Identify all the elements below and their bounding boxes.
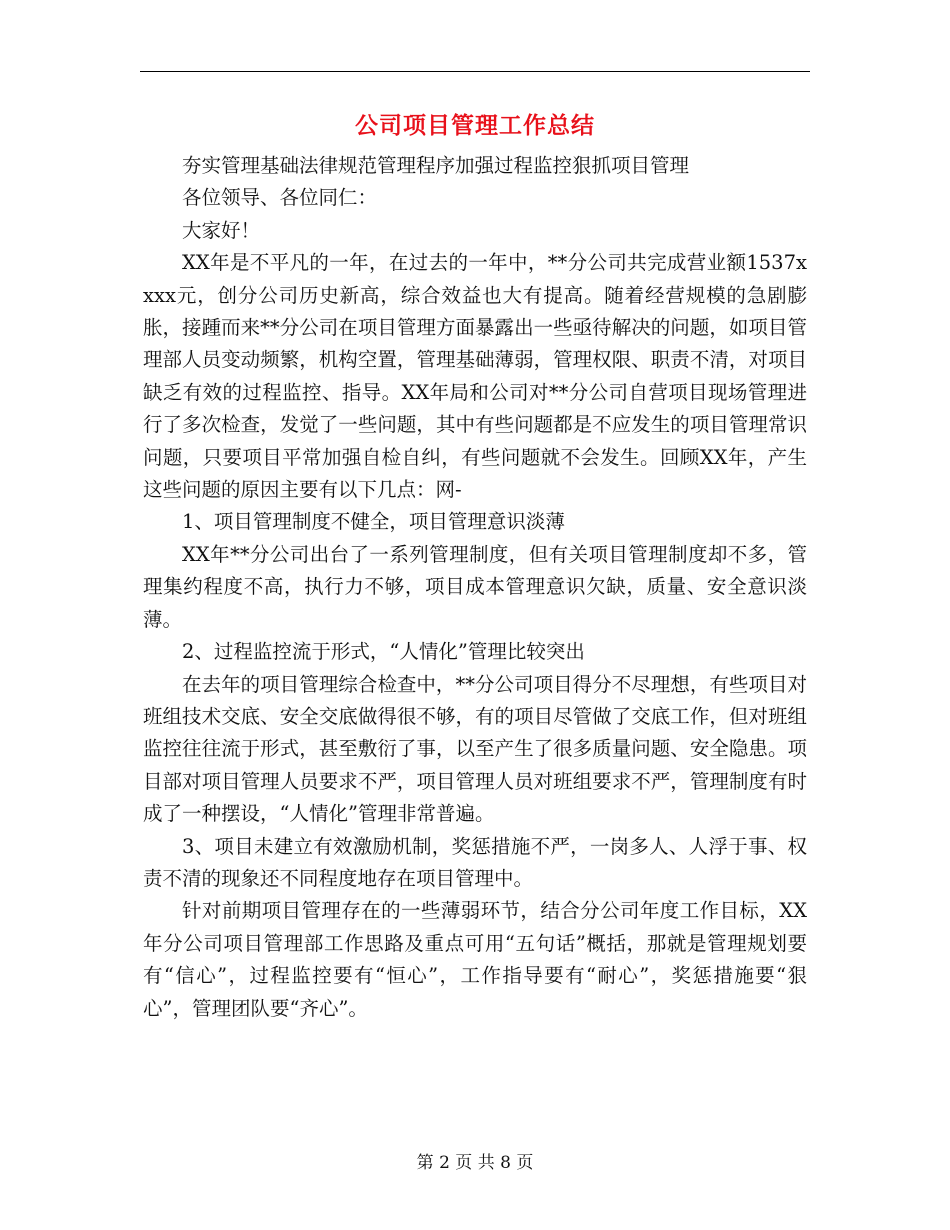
paragraph-subtitle: 夯实管理基础法律规范管理程序加强过程监控狠抓项目管理 [182, 154, 690, 177]
header-rule [140, 71, 810, 72]
paragraph-heading-2: 2、过程监控流于形式，“人情化”管理比较突出 [182, 640, 585, 664]
page-number-footer: 第 2 页 共 8 页 [416, 1153, 534, 1173]
paragraph-body-1: XX年**分公司出台了一系列管理制度，但有关项目管理制度却不多，管理集约程度不高，执行力不够，项目成本管理意识欠缺，质量、安全意识淡薄。 [143, 542, 807, 631]
paragraph-overview: XX年是不平凡的一年，在过去的一年中，**分公司共完成营业额1537xxxx元，创分公司历史新高，综合效益也大有提高。随着经营规模的急剧膨胀，接踵而来**分公司在项目管理方面暴露出一些亟待解决的问题，如项目管理部人员变动频繁，机构空置，管理基础薄弱，管理权限、职责不清，对项目缺乏有效的过程监控、指导。XX年局和公司对**分公司自营项目现场管理进行了多次检查，发觉了一些问题，其中有些问题都是不应发生的项目管理常识问题，只要项目平常加强自检自纠，有些问题就不会发生。回顾XX年，产生这些问题的原因主要有以下几点：网- [143, 251, 807, 502]
paragraph-greeting: 大家好！ [182, 218, 261, 242]
document-body [143, 150, 807, 1025]
paragraph-body-2: 在去年的项目管理综合检查中，**分公司项目得分不尽理想，有些项目对班组技术交底、安全交底做得很不够，有的项目尽管做了交底工作，但对班组监控往往流于形式，甚至敷衍了事，以至产生了很多质量问题、安全隐患。项目部对项目管理人员要求不严，项目管理人员对班组要求不严，管理制度有时成了一种摆设，“人情化”管理非常普遍。 [143, 672, 807, 826]
paragraph-conclusion: 针对前期项目管理存在的一些薄弱环节，结合分公司年度工作目标，XX年分公司项目管理部工作思路及重点可用“五句话”概括，那就是管理规划要有“信心”，过程监控要有“恒心”，工作指导要有“耐心”，奖惩措施要“狠心”，管理团队要“齐心”。 [143, 899, 807, 1020]
document-title: 公司项目管理工作总结 [355, 112, 595, 139]
paragraph-heading-3: 3、项目未建立有效激励机制，奖惩措施不严，一岗多人、人浮于事、权责不清的现象还不同程度地存在项目管理中。 [143, 834, 807, 890]
paragraph-heading-1: 1、项目管理制度不健全，项目管理意识淡薄 [182, 510, 565, 534]
paragraph-salutation: 各位领导、各位同仁： [182, 186, 378, 210]
